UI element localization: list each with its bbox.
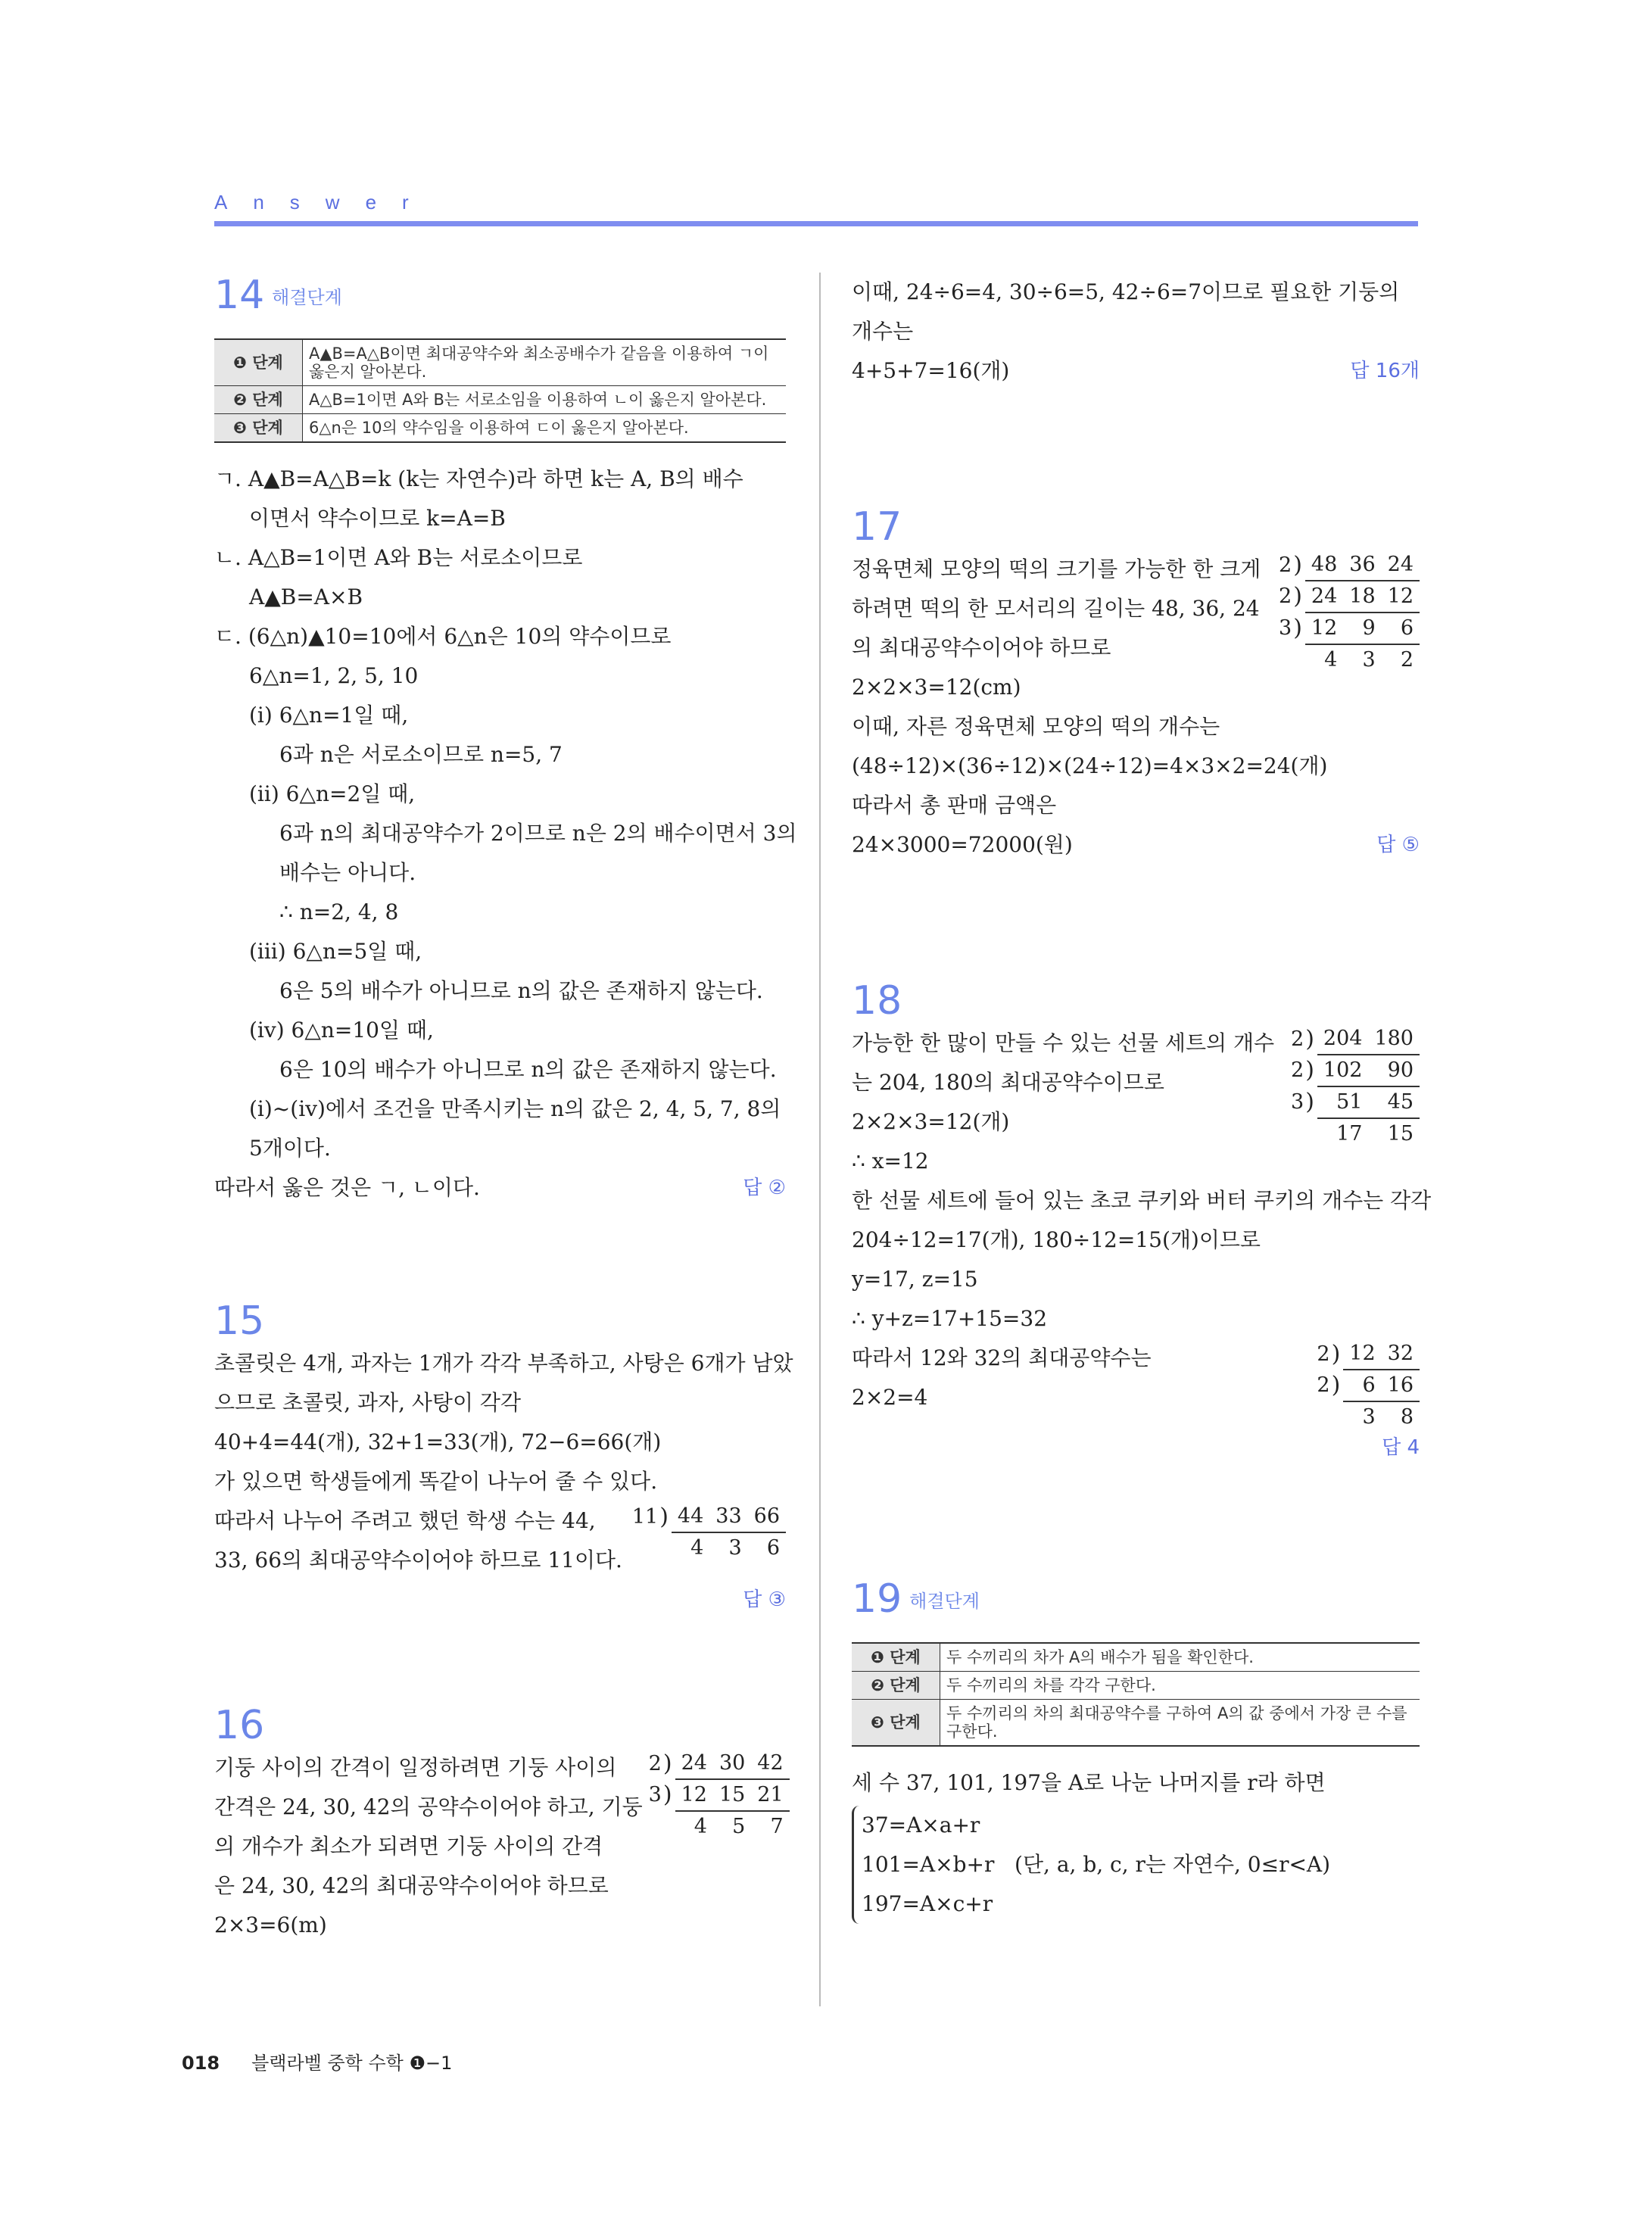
division-ladder: 2 ) 24 30 42 3 ) 12 15 21 4 5 7 bbox=[643, 1748, 790, 1842]
left-column bbox=[214, 273, 797, 1945]
solution-line: 2×2×3=12(cm) bbox=[852, 675, 1021, 700]
solution-line: 이때, 자른 정육면체 모양의 떡의 개수는 bbox=[852, 714, 1220, 739]
division-ladder: 2 ) 204 180 2 ) 102 90 3 ) 51 45 17 15 bbox=[1285, 1024, 1420, 1149]
equation: 37=A×a+r bbox=[862, 1813, 980, 1838]
problem-number: 14 bbox=[214, 273, 265, 318]
header-title: Answer bbox=[214, 191, 435, 214]
solution-line: 따라서 옳은 것은 ㄱ, ㄴ이다. bbox=[214, 1175, 480, 1200]
solution-line: 따라서 12와 32의 최대공약수는 bbox=[852, 1345, 1152, 1370]
solution-line: 세 수 37, 101, 197을 A로 나눈 나머지를 r라 하면 bbox=[852, 1770, 1326, 1795]
solution-line: 가 있으면 학생들에게 똑같이 나누어 줄 수 있다. bbox=[214, 1469, 658, 1494]
header-rule bbox=[214, 221, 1418, 226]
problem-number: 18 bbox=[852, 978, 902, 1024]
solution-line: (ⅰ)~(ⅳ)에서 조건을 만족시키는 n의 값은 2, 4, 5, 7, 8의 bbox=[249, 1096, 781, 1121]
equation: 101=A×b+r (단, a, b, c, r는 자연수, 0≤r<A) bbox=[862, 1852, 1331, 1877]
solution-line: 는 204, 180의 최대공약수이므로 bbox=[852, 1070, 1164, 1095]
division-ladder: 2 ) 48 36 24 2 ) 24 18 12 3 ) 12 9 6 4 3 2 bbox=[1273, 550, 1420, 675]
problem-16-continued bbox=[852, 273, 1420, 391]
solution-line: 2×2×3=12(개) bbox=[852, 1109, 1010, 1134]
solution-line: 이때, 24÷6=4, 30÷6=5, 42÷6=7이므로 필요한 기둥의 bbox=[852, 279, 1400, 304]
steps-table bbox=[852, 1642, 1420, 1747]
solution-line: 의 개수가 최소가 되려면 기둥 사이의 간격 bbox=[214, 1834, 603, 1859]
solution-line: A▲B=A×B bbox=[249, 584, 363, 609]
solution-line: ∴ n=2, 4, 8 bbox=[279, 899, 399, 924]
problem-number: 15 bbox=[214, 1298, 265, 1344]
step-label: ❷ 단계 bbox=[214, 386, 303, 414]
solution-line: 6은 10의 배수가 아니므로 n의 값은 존재하지 않는다. bbox=[279, 1057, 777, 1082]
step-text: 두 수끼리의 차를 각각 구한다. bbox=[940, 1672, 1420, 1700]
division-ladder: 2 ) 12 32 2 ) 6 16 3 8 bbox=[1311, 1339, 1420, 1432]
solution-line: ㄷ. (6△n)▲10=10에서 6△n은 10의 약수이므로 bbox=[214, 624, 672, 649]
solution-line: 6과 n은 서로소이므로 n=5, 7 bbox=[279, 742, 563, 767]
solution-line: 하려면 떡의 한 모서리의 길이는 48, 36, 24 bbox=[852, 596, 1260, 621]
step-text: 두 수끼리의 차의 최대공약수를 구하여 A의 값 중에서 가장 큰 수를 구한다. bbox=[940, 1700, 1420, 1747]
answer-label: 답 16개 bbox=[1350, 360, 1420, 382]
solution-line: 개수는 bbox=[852, 319, 914, 344]
solution-line: 따라서 총 판매 금액은 bbox=[852, 793, 1057, 818]
solution-line: 24×3000=72000(원) bbox=[852, 832, 1073, 857]
solution-line: 한 선물 세트에 들어 있는 초코 쿠키와 버터 쿠키의 개수는 각각 bbox=[852, 1188, 1432, 1213]
step-label: ❷ 단계 bbox=[852, 1672, 940, 1700]
solution-line: 4+5+7=16(개) bbox=[852, 358, 1010, 383]
problem-17 bbox=[852, 504, 1420, 865]
answer-label: 답 4 bbox=[1382, 1436, 1420, 1459]
book-title: 블랙라벨 중학 수학 ❶−1 bbox=[251, 2053, 453, 2074]
steps-table bbox=[214, 338, 786, 443]
column-divider bbox=[819, 273, 821, 2006]
step-label: ❸ 단계 bbox=[214, 414, 303, 443]
page-footer bbox=[182, 2048, 452, 2074]
problem-number: 17 bbox=[852, 504, 902, 550]
solution-line: 따라서 나누어 주려고 했던 학생 수는 44, bbox=[214, 1508, 596, 1533]
solution-line: (ⅳ) 6△n=10일 때, bbox=[249, 1018, 434, 1043]
step-text: 두 수끼리의 차가 A의 배수가 됨을 확인한다. bbox=[940, 1643, 1420, 1672]
answer-label: 답 ③ bbox=[743, 1588, 786, 1611]
solution-line: 6은 5의 배수가 아니므로 n의 값은 존재하지 않는다. bbox=[279, 978, 763, 1003]
solution-line: (48÷12)×(36÷12)×(24÷12)=4×3×2=24(개) bbox=[852, 753, 1328, 778]
solution-line: 기둥 사이의 간격이 일정하려면 기둥 사이의 bbox=[214, 1755, 617, 1780]
solution-line: ∴ y+z=17+15=32 bbox=[852, 1306, 1048, 1331]
problem-14 bbox=[214, 273, 797, 1208]
answer-label: 답 ⑤ bbox=[1376, 834, 1420, 856]
problem-16 bbox=[214, 1703, 786, 1945]
step-label: ❸ 단계 bbox=[852, 1700, 940, 1747]
solution-line: 33, 66의 최대공약수이어야 하므로 11이다. bbox=[214, 1548, 622, 1573]
solution-line: 2×2=4 bbox=[852, 1385, 928, 1410]
solution-line: (ⅰ) 6△n=1일 때, bbox=[249, 703, 409, 728]
solution-line: (ⅲ) 6△n=5일 때, bbox=[249, 939, 422, 964]
solution-steps-label: 해결단계 bbox=[909, 1591, 980, 1612]
step-text: 6△n은 10의 약수임을 이용하여 ㄷ이 옳은지 알아본다. bbox=[303, 414, 787, 443]
solution-line: ㄱ. A▲B=A△B=k (k는 자연수)라 하면 k는 A, B의 배수 bbox=[214, 466, 743, 491]
solution-line: 6과 n의 최대공약수가 2이므로 n은 2의 배수이면서 3의 bbox=[279, 821, 797, 846]
problem-15 bbox=[214, 1298, 793, 1619]
page-number: 018 bbox=[182, 2053, 220, 2074]
equation: 197=A×c+r bbox=[862, 1891, 993, 1916]
step-label: ❶ 단계 bbox=[214, 339, 303, 386]
problem-number: 19 bbox=[852, 1576, 902, 1622]
solution-line: 이면서 약수이므로 k=A=B bbox=[249, 506, 506, 531]
solution-line: 의 최대공약수이어야 하므로 bbox=[852, 635, 1111, 660]
solution-line: 5개이다. bbox=[249, 1136, 331, 1161]
solution-line: 으므로 초콜릿, 과자, 사탕이 각각 bbox=[214, 1390, 522, 1415]
solution-line: 간격은 24, 30, 42의 공약수이어야 하고, 기둥 bbox=[214, 1794, 643, 1819]
step-text: A▲B=A△B이면 최대공약수와 최소공배수가 같음을 이용하여 ㄱ이 옳은지 알아본다. bbox=[303, 339, 787, 386]
answer-label: 답 ② bbox=[743, 1177, 786, 1199]
right-column bbox=[852, 273, 1432, 1924]
equation-system bbox=[852, 1806, 1420, 1924]
problem-number: 16 bbox=[214, 1703, 265, 1748]
solution-steps-label: 해결단계 bbox=[272, 287, 342, 308]
solution-line: 40+4=44(개), 32+1=33(개), 72−6=66(개) bbox=[214, 1429, 662, 1454]
solution-line: ㄴ. A△B=1이면 A와 B는 서로소이므로 bbox=[214, 545, 583, 570]
step-label: ❶ 단계 bbox=[852, 1643, 940, 1672]
solution-line: 은 24, 30, 42의 최대공약수이어야 하므로 bbox=[214, 1873, 609, 1898]
solution-line: 가능한 한 많이 만들 수 있는 선물 세트의 개수 bbox=[852, 1030, 1275, 1055]
solution-line: 204÷12=17(개), 180÷12=15(개)이므로 bbox=[852, 1227, 1261, 1252]
division-ladder: 11 ) 44 33 66 4 3 6 bbox=[626, 1501, 786, 1563]
solution-line: 6△n=1, 2, 5, 10 bbox=[249, 663, 419, 688]
problem-19 bbox=[852, 1576, 1420, 1924]
step-text: A△B=1이면 A와 B는 서로소임을 이용하여 ㄴ이 옳은지 알아본다. bbox=[303, 386, 787, 414]
solution-line: 초콜릿은 4개, 과자는 1개가 각각 부족하고, 사탕은 6개가 남았 bbox=[214, 1351, 793, 1376]
problem-18 bbox=[852, 978, 1432, 1463]
solution-line: 정육면체 모양의 떡의 크기를 가능한 한 크게 bbox=[852, 556, 1261, 581]
solution-line: (ⅱ) 6△n=2일 때, bbox=[249, 781, 416, 806]
solution-line: 2×3=6(m) bbox=[214, 1912, 327, 1937]
solution-line: ∴ x=12 bbox=[852, 1149, 929, 1174]
solution-line: y=17, z=15 bbox=[852, 1267, 978, 1292]
solution-line: 배수는 아니다. bbox=[279, 860, 416, 885]
